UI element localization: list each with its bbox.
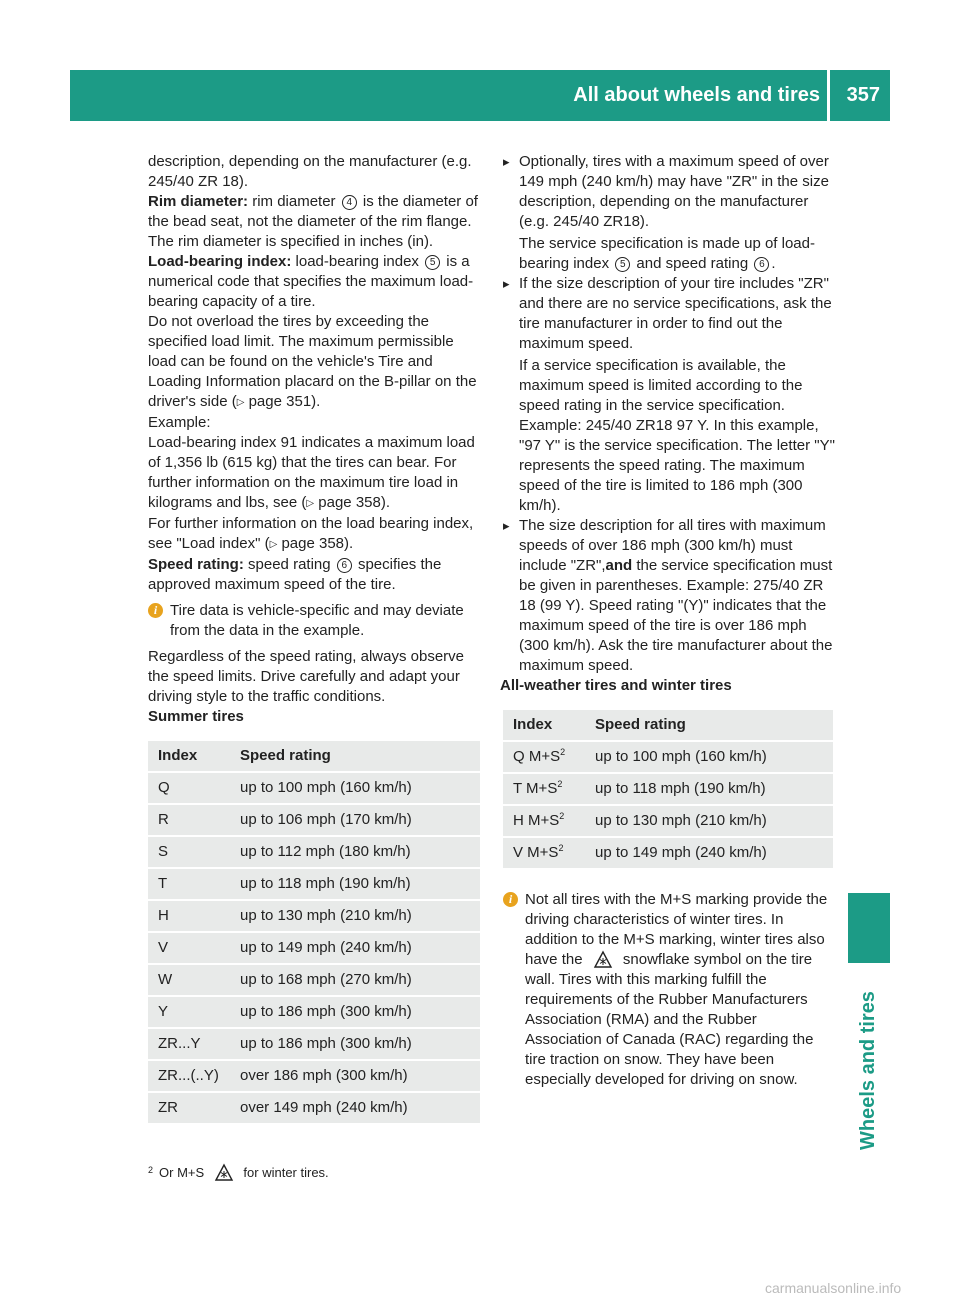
- index-text: Q M+S: [513, 748, 561, 765]
- text: The service specification is made up of load-bearing index: [519, 235, 815, 272]
- speed-cell: up to 100 mph (160 km/h): [585, 742, 833, 772]
- index-cell: [503, 838, 585, 868]
- speed-cell: up to 118 mph (190 km/h): [230, 869, 480, 899]
- paragraph: description, depending on the manufacturer (e.g. 245/40 ZR 18).: [148, 153, 472, 190]
- table-row: [148, 773, 480, 803]
- table-row: [148, 997, 480, 1027]
- example-paragraph: [148, 433, 480, 514]
- text: The size description for all tires with maximum speeds of over 186 mph (300 km/h) must include "ZR",: [519, 517, 826, 574]
- index-text: V M+S: [513, 844, 559, 861]
- index-cell: [503, 806, 585, 836]
- index-cell: V: [148, 933, 230, 963]
- index-cell: [503, 742, 585, 772]
- paragraph: Regardless of the speed rating, always observe the speed limits. Drive carefully and adapt your driving style to the traffic conditions.: [148, 648, 465, 705]
- table-header-row: [148, 741, 480, 771]
- text: For further information on the load bearing index, see "Load index" (: [148, 515, 474, 552]
- text: specifies the approved maximum speed of the tire.: [148, 556, 442, 593]
- overload-paragraph: [148, 312, 480, 413]
- speed-cell: up to 118 mph (190 km/h): [585, 774, 833, 804]
- footnote-ref: 2: [559, 811, 565, 821]
- header-divider: [827, 70, 830, 121]
- winter-tires-table: [503, 708, 833, 870]
- right-column: [500, 152, 835, 1090]
- table-row: [503, 774, 833, 804]
- text: is a numerical code that specifies the maximum load-bearing capacity of a tire.: [148, 253, 474, 310]
- footnote: [148, 1163, 329, 1182]
- table-row: [148, 1093, 480, 1123]
- speed-cell: over 186 mph (300 km/h): [230, 1061, 480, 1091]
- info-text: Not all tires with the M+S marking provide the driving characteristics of winter tires. In addition to the M+S marking, winter tires also have the: [525, 891, 828, 968]
- info-text: snowflake symbol on the tire wall. Tires with this marking fulfill the requirements of the Rubber Manufacturers Association (RMA) and the Rubber Association of Canada (RAC) regarding the tire traction on snow. They have been especially developed for driving on snow.: [525, 951, 814, 1088]
- index-cell: Y: [148, 997, 230, 1027]
- text: ▸ If the size description of your tire includes "ZR" and there are no service specifications, ask the tire manufacturer in order to find out the maximum speed.: [519, 275, 832, 352]
- index-text: T M+S: [513, 780, 558, 797]
- text: load-bearing index: [295, 253, 419, 270]
- index-cell: S: [148, 837, 230, 867]
- callout-5-icon: 5: [425, 255, 440, 270]
- text: If a service specification is available, the maximum speed is limited according to the speed rating in the service specification. Example: 245/40 ZR18 97 Y. In this example, "97 Y" is the service specification. The letter "Y" represents the speed rating. The maximum speed of the tire is limited to 186 mph (300 km/h).: [519, 357, 835, 514]
- info-text: Tire data is vehicle-specific and may deviate from the data in the example.: [170, 602, 464, 639]
- text: Do not overload the tires by exceeding the specified load limit. The maximum permissible load can be found on the vehicle's Tire and Loading Information placard on the B-pillar on the driver's side (: [148, 313, 477, 410]
- callout-6-icon: 6: [754, 257, 769, 272]
- index-text: H M+S: [513, 812, 560, 829]
- text: and speed rating: [636, 255, 749, 272]
- load-bearing-paragraph: [148, 252, 480, 312]
- column-header-index: Index: [503, 710, 585, 740]
- footnote-text: for winter tires.: [243, 1165, 329, 1180]
- table-row: [148, 965, 480, 995]
- page-ref-arrow-icon: ▷: [269, 539, 278, 550]
- speed-cell: up to 130 mph (210 km/h): [230, 901, 480, 931]
- index-cell: R: [148, 805, 230, 835]
- index-cell: ZR...(..Y): [148, 1061, 230, 1091]
- table-row: [148, 1029, 480, 1059]
- bullet-item: [503, 274, 835, 516]
- term-label: Speed rating:: [148, 556, 244, 573]
- text: speed rating: [248, 556, 331, 573]
- table-row: [148, 869, 480, 899]
- index-cell: T: [148, 869, 230, 899]
- index-cell: H: [148, 901, 230, 931]
- speed-rating-paragraph: [148, 555, 480, 595]
- column-header-speed-rating: Speed rating: [585, 710, 833, 740]
- table-row: [148, 805, 480, 835]
- callout-6-icon: 6: [337, 558, 352, 573]
- summer-tires-heading: Summer tires: [148, 708, 244, 725]
- text: [519, 234, 835, 274]
- page-link[interactable]: page 358).: [318, 494, 391, 511]
- text: .: [771, 255, 776, 272]
- callout-4-icon: 4: [342, 195, 357, 210]
- table-header-row: [503, 710, 833, 740]
- snowflake-mountain-icon: [214, 1163, 234, 1181]
- text: ▸ Optionally, tires with a maximum speed of over 149 mph (240 km/h) may have "ZR" in the size description, depending on the manufacturer (e.g. 245/40 ZR18).: [519, 153, 829, 230]
- footnote-text: Or M+S: [159, 1165, 205, 1180]
- table-row: [148, 901, 480, 931]
- table-row: [148, 837, 480, 867]
- chapter-tab-marker: [848, 893, 890, 963]
- page-link[interactable]: page 351).: [248, 393, 321, 410]
- chapter-tab-label: Wheels and tires: [857, 991, 879, 1150]
- table-row: [503, 742, 833, 772]
- info-note: [148, 601, 480, 641]
- table-row: [503, 838, 833, 868]
- example-label: Example:: [148, 414, 211, 431]
- speed-cell: up to 130 mph (210 km/h): [585, 806, 833, 836]
- rim-diameter-paragraph: [148, 192, 480, 252]
- speed-cell: up to 106 mph (170 km/h): [230, 805, 480, 835]
- table-row: [148, 1061, 480, 1091]
- footnote-ref: 2: [560, 747, 566, 757]
- column-header-index: Index: [148, 741, 230, 771]
- left-column: [148, 152, 480, 1125]
- text: is the diameter of the bead seat, not the diameter of the rim flange. The rim diameter is specified in inches (in).: [148, 193, 478, 250]
- index-cell: ZR: [148, 1093, 230, 1123]
- term-label: Rim diameter:: [148, 193, 249, 210]
- text: Load-bearing index 91 indicates a maximum load of 1,356 lb (615 kg) that the tires can bear. For further information on the maximum tire load in kilograms and lbs, see (: [148, 434, 475, 511]
- index-cell: [503, 774, 585, 804]
- bullet-item: [503, 152, 835, 274]
- page-link[interactable]: page 358).: [281, 535, 354, 552]
- speed-cell: up to 186 mph (300 km/h): [230, 997, 480, 1027]
- info-icon: i: [503, 892, 518, 907]
- bullet-item: [503, 516, 835, 676]
- section-title: All about wheels and tires: [573, 84, 820, 106]
- watermark: carmanualsonline.info: [765, 1280, 902, 1296]
- speed-cell: up to 100 mph (160 km/h): [230, 773, 480, 803]
- page-number: 357: [846, 84, 880, 106]
- page-ref-arrow-icon: ▷: [306, 498, 315, 509]
- page-header: [70, 70, 890, 121]
- info-icon: i: [148, 603, 163, 618]
- text: [519, 516, 835, 676]
- callout-5-icon: 5: [615, 257, 630, 272]
- summer-tires-table: [148, 739, 480, 1125]
- index-cell: W: [148, 965, 230, 995]
- info-note: [503, 890, 835, 1090]
- emphasis: and: [605, 557, 633, 574]
- table-row: [503, 806, 833, 836]
- winter-tires-heading: All-weather tires and winter tires: [500, 677, 732, 694]
- footnote-number: 2: [148, 1165, 154, 1175]
- index-cell: Q: [148, 773, 230, 803]
- column-header-speed-rating: Speed rating: [230, 741, 480, 771]
- text: the service specification must be given in parentheses. Example: 275/40 ZR 18 (99 Y). Speed rating "(Y)" indicates that the maximum speed of the tire is over 186 mph (300 km/h). Ask the tire manufacturer about the maximum speed.: [519, 557, 833, 674]
- further-info-paragraph: [148, 514, 480, 555]
- table-row: [148, 933, 480, 963]
- text: rim diameter: [252, 193, 336, 210]
- page-ref-arrow-icon: ▷: [236, 397, 245, 408]
- speed-cell: up to 149 mph (240 km/h): [230, 933, 480, 963]
- term-label: Load-bearing index:: [148, 253, 292, 270]
- speed-cell: up to 168 mph (270 km/h): [230, 965, 480, 995]
- speed-cell: up to 149 mph (240 km/h): [585, 838, 833, 868]
- speed-cell: over 149 mph (240 km/h): [230, 1093, 480, 1123]
- snowflake-mountain-icon: [593, 950, 613, 968]
- speed-cell: up to 186 mph (300 km/h): [230, 1029, 480, 1059]
- footnote-ref: 2: [557, 779, 563, 789]
- speed-cell: up to 112 mph (180 km/h): [230, 837, 480, 867]
- index-cell: ZR...Y: [148, 1029, 230, 1059]
- footnote-ref: 2: [558, 843, 564, 853]
